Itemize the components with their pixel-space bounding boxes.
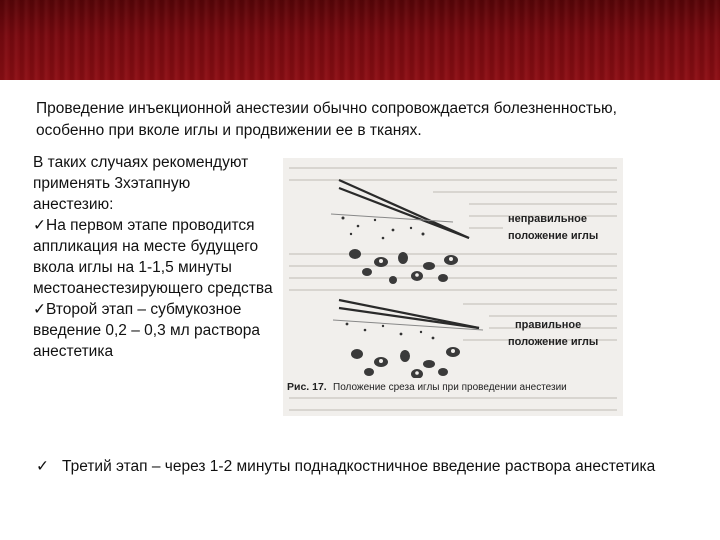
- intro-text: Проведение инъекционной анестезии обычно сопровождается болезненностью, особенно при вколе иглы и продвижении ее в тканях.: [36, 100, 617, 139]
- wrong-needle-illustration: [331, 180, 469, 284]
- left-column: [33, 152, 273, 362]
- needle-figure: [283, 158, 623, 416]
- step-1: [33, 215, 273, 299]
- right-label-1: правильное: [515, 319, 582, 331]
- wrong-label-2: положение иглы: [508, 230, 599, 242]
- step-1-text: На первом этапе проводится аппликация на месте будущего вкола иглы на 1-1,5 минуты местоанестезирующего средства: [33, 217, 273, 297]
- caption-text: Положение среза иглы при проведении анестезии: [333, 382, 567, 393]
- check-icon: ✓: [33, 217, 46, 234]
- step-3-text: Третий этап – через 1-2 минуты поднадкостничное введение раствора анестетика: [62, 458, 656, 475]
- right-label-2: положение иглы: [508, 336, 599, 348]
- lead-text: В таких случаях рекомендуют применять 3хэтапную анестезию:: [33, 154, 249, 213]
- step-2: [33, 299, 273, 362]
- check-icon: ✓: [36, 458, 49, 475]
- step-2-text: Второй этап – субмукозное введение 0,2 – 0,3 мл раствора анестетика: [33, 301, 261, 360]
- wrong-label-1: неправильное: [508, 213, 587, 225]
- check-icon: ✓: [33, 301, 46, 318]
- step-3: [36, 456, 676, 478]
- header-banner: [0, 0, 720, 80]
- caption-number: Рис. 17.: [287, 381, 327, 393]
